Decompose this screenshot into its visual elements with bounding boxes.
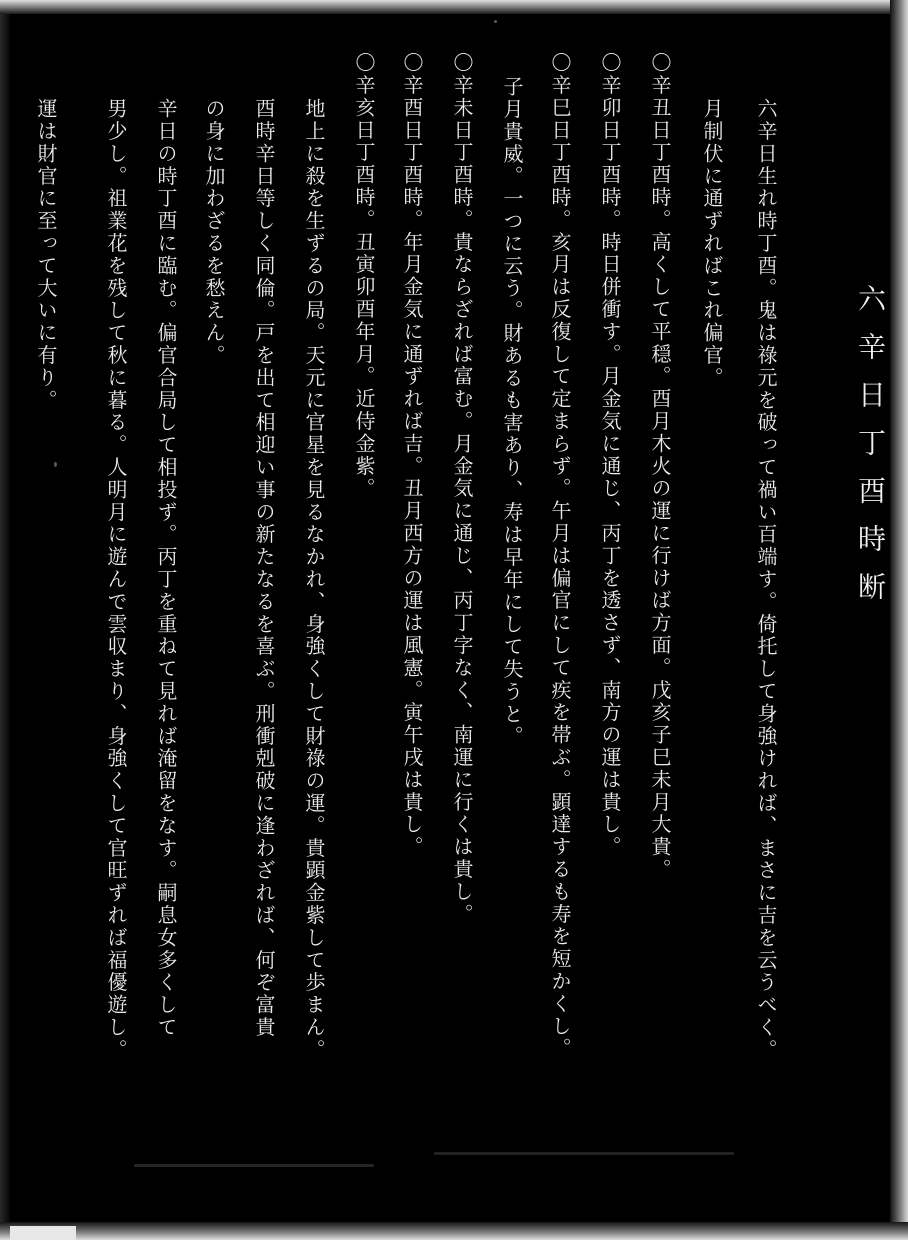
text-column: 酉時辛日等しく同倫。戸を出て相迎い事の新たなるを喜ぶ。刑衝剋破に逢わざれば、何ぞ富貴 xyxy=(252,98,276,1039)
text-column: 〇辛卯日丁酉時。時日併衝す。月金気に通じ、丙丁を透さず、南方の運は貴し。 xyxy=(598,52,622,859)
text-column: 〇辛未日丁酉時。貴ならざれば富む。月金気に通じ、丙丁字なく、南運に行くは貴し。 xyxy=(450,52,474,926)
scan-corner-patch xyxy=(10,1226,76,1240)
text-column: 〇辛丑日丁酉時。高くして平穏。酉月木火の運に行けば方面。戊亥子巳未月大貴。 xyxy=(648,52,672,881)
text-column: 月制伏に通ずればこれ偏官。 xyxy=(700,98,724,390)
text-column: 〇辛巳日丁酉時。亥月は反復して定まらず。午月は偏官にして疾を帯ぶ。顕達するも寿を短かくし。 xyxy=(548,52,572,1060)
scan-edge-left xyxy=(0,0,10,1240)
scan-edge-right xyxy=(890,0,908,1240)
text-column: 男少し。祖業花を残して秋に暮る。人明月に遊んで雲収まり、身強くして官旺ずれば福優遊し。 xyxy=(104,98,128,1062)
text-column: 〇辛亥日丁酉時。丑寅卯酉年月。近侍金紫。 xyxy=(352,52,376,500)
text-column: 辛日の時丁酉に臨む。偏官合局して相投ず。丙丁を重ねて見れば淹留をなす。嗣息女多くして xyxy=(154,98,178,1039)
scan-speck xyxy=(134,1164,374,1167)
document-page xyxy=(14,14,888,1222)
text-column: 〇辛酉日丁酉時。年月金気に通ずれば吉。丑月西方の運は風憲。寅午戌は貴し。 xyxy=(400,52,424,859)
text-column: 子月貴威。一つに云う。財あるも害あり、寿は早年にして失うと。 xyxy=(500,76,524,748)
scan-speck xyxy=(494,20,497,23)
text-column: 運は財官に至って大いに有り。 xyxy=(34,98,58,412)
text-column: 六辛日生れ時丁酉。鬼は祿元を破って禍い百端す。倚托して身強ければ、まさに吉を云うべく。 xyxy=(754,98,778,1062)
scan-edge-top xyxy=(0,0,908,14)
scan-speck xyxy=(54,462,57,467)
scan-edge-bottom xyxy=(0,1222,908,1240)
page-title: 六辛日丁酉時断 xyxy=(854,284,887,620)
scan-speck xyxy=(434,1152,734,1155)
text-column: の身に加わざるを愁えん。 xyxy=(202,98,226,367)
text-column: 地上に殺を生ずるの局。天元に官星を見るなかれ、身強くして財祿の運。貴顕金紫して歩まん。 xyxy=(302,98,326,1062)
